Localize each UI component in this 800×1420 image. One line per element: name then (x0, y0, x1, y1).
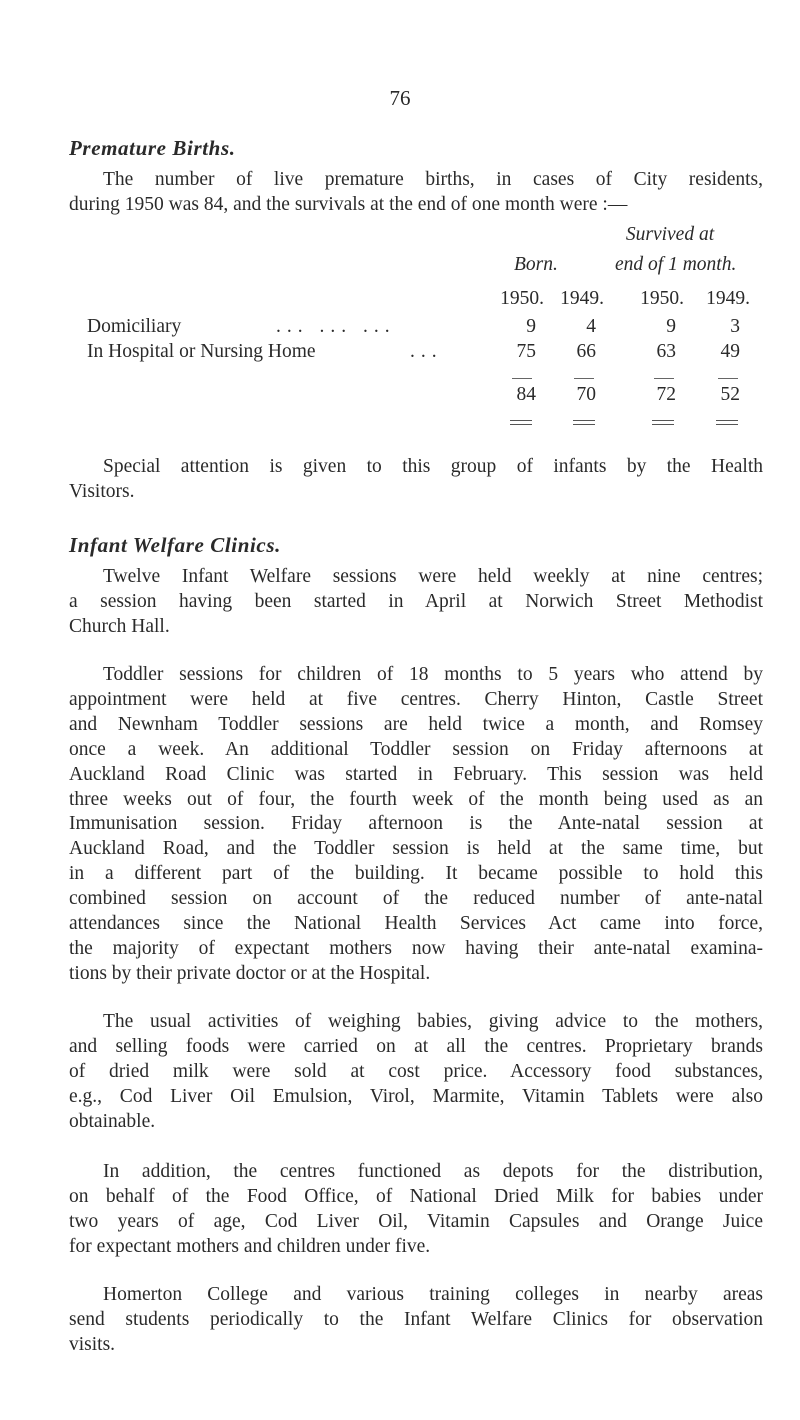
total-survived-1950: 72 (656, 384, 676, 405)
text-line: Homerton College and various training colleges in nearby areas (103, 1284, 763, 1305)
sum-rule (654, 378, 674, 379)
hospital-survived-1949: 49 (720, 341, 740, 362)
year-survived-1949: 1949. (706, 288, 750, 309)
text-line: e.g., Cod Liver Oil Emulsion, Virol, Marmite, Vitamin Tablets were also (69, 1085, 763, 1107)
text-line: In addition, the centres functioned as depots for the distribution, (103, 1161, 763, 1182)
text-line: two years of age, Cod Liver Oil, Vitamin Capsules and Orange Juice (69, 1210, 763, 1232)
survived-header-line1: Survived at (625, 224, 715, 245)
text-line: for expectant mothers and children under five. (69, 1235, 431, 1257)
total-born-1950: 84 (516, 384, 536, 405)
text-line: appointment were held at five centres. Cherry Hinton, Castle Street (69, 688, 763, 710)
text-line: Toddler sessions for children of 18 months to 5 years who attend by (103, 664, 763, 685)
sum-rule (574, 378, 594, 379)
text-line: visits. (69, 1333, 116, 1355)
hospital-born-1949: 66 (576, 341, 596, 362)
text-line: The number of live premature births, in cases of City residents, (103, 169, 763, 190)
premature-intro (69, 168, 763, 218)
total-born-1949: 70 (576, 384, 596, 405)
text-line: Immunisation session. Friday afternoon is the Ante-natal session at (69, 813, 763, 835)
text-line: Auckland Road Clinic was started in February. This session was held (69, 763, 763, 785)
text-line: send students periodically to the Infant Welfare Clinics for observation (69, 1308, 763, 1330)
infant-paragraph-2 (69, 663, 763, 987)
row-leader-dots: ... (410, 341, 443, 362)
infant-paragraph-3 (69, 1010, 763, 1135)
text-line: on behalf of the Food Office, of National Dried Milk for babies under (69, 1185, 763, 1207)
text-line: Visitors. (69, 480, 135, 502)
text-line: Special attention is given to this group of infants by the Health (103, 456, 763, 477)
domiciliary-born-1950: 9 (526, 316, 536, 337)
sum-rule (718, 378, 738, 379)
text-line: Church Hall. (69, 615, 170, 637)
premature-note (69, 455, 763, 505)
hospital-born-1950: 75 (516, 341, 536, 362)
row-label-hospital: In Hospital or Nursing Home (87, 341, 316, 362)
premature-births-heading: Premature Births. (69, 136, 236, 160)
infant-welfare-heading: Infant Welfare Clinics. (69, 533, 281, 557)
hospital-survived-1950: 63 (656, 341, 676, 362)
total-survived-1949: 52 (720, 384, 740, 405)
row-label-domiciliary: Domiciliary (87, 316, 182, 337)
text-line: Auckland Road, and the Toddler session is held at the same time, but (69, 838, 763, 860)
infant-paragraph-1 (69, 565, 763, 640)
domiciliary-survived-1949: 3 (730, 316, 740, 337)
total-double-rule (652, 420, 674, 425)
infant-paragraph-5 (69, 1283, 763, 1358)
text-line: attendances since the National Health Services Act came into force, (69, 913, 763, 935)
infant-paragraph-4 (69, 1160, 763, 1260)
text-line: obtainable. (69, 1110, 156, 1132)
domiciliary-survived-1950: 9 (666, 316, 676, 337)
text-line: once a week. An additional Toddler session on Friday afternoons at (69, 738, 763, 760)
text-line: the majority of expectant mothers now having their ante-natal examina- (69, 937, 763, 959)
survived-header-line2: end of 1 month. (615, 254, 737, 275)
text-line: Twelve Infant Welfare sessions were held weekly at nine centres; (103, 566, 763, 587)
text-line: in a different part of the building. It became possible to hold this (69, 863, 763, 885)
text-line: during 1950 was 84, and the survivals at the end of one month were :— (69, 193, 628, 215)
text-line: a session having been started in April at Norwich Street Methodist (69, 590, 763, 612)
text-line: combined session on account of the reduced number of ante-natal (69, 888, 763, 910)
sum-rule (512, 378, 532, 379)
page-number: 76 (389, 86, 411, 110)
text-line: The usual activities of weighing babies, giving advice to the mothers, (103, 1011, 763, 1032)
year-survived-1950: 1950. (640, 288, 684, 309)
text-line: three weeks out of four, the fourth week of the month being used as an (69, 788, 763, 810)
born-header: Born. (514, 254, 558, 275)
text-line: and Newnham Toddler sessions are held twice a month, and Romsey (69, 713, 763, 735)
total-double-rule (510, 420, 532, 425)
row-leader-dots: ... ... ... (276, 316, 396, 337)
domiciliary-born-1949: 4 (586, 316, 596, 337)
total-double-rule (573, 420, 595, 425)
year-born-1950: 1950. (500, 288, 544, 309)
text-line: and selling foods were carried on at all the centres. Proprietary brands (69, 1035, 763, 1057)
text-line: tions by their private doctor or at the Hospital. (69, 962, 431, 984)
text-line: of dried milk were sold at cost price. Accessory food substances, (69, 1060, 763, 1082)
year-born-1949: 1949. (560, 288, 604, 309)
total-double-rule (716, 420, 738, 425)
